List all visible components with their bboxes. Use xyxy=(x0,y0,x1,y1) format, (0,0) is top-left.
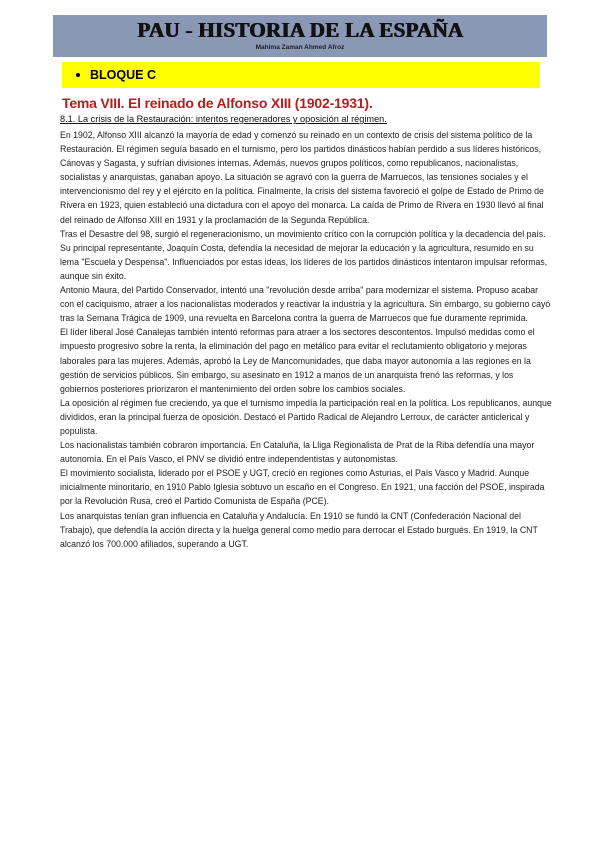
paragraph: Los nacionalistas también cobraron importancia. En Cataluña, la Lliga Regionalista de Prat de la Riba defendía una mayor autonomía. En el País Vasco, el PNV se dividió entre independentistas y autonomistas. xyxy=(60,440,535,465)
document-title: PAU - HISTORIA DE LA ESPAÑA xyxy=(136,18,464,42)
body-text xyxy=(60,128,552,551)
paragraph: La oposición al régimen fue creciendo, ya que el turnismo impedía la participación real en la política. Los republicanos, aunque divididos, eran la principal fuerza de oposición. Destacó el Partido Radical de Alejandro Lerroux, de carácter anticlerical y populista. xyxy=(60,397,552,436)
paragraph: El movimiento socialista, liderado por el PSOE y UGT, creció en regiones como Asturias, el País Vasco y Madrid. Aunque inicialmente minoritario, en 1910 Pablo Iglesia sobtuvo un escaño en el Congreso. En 1921, una facción del PSOE, inspirada por la Revolución Rusa, creó el Partido Comunista de España (PCE). xyxy=(60,468,545,507)
bloque-banner xyxy=(62,62,540,88)
author-name: Mahima Zaman Ahmed Afroz xyxy=(255,44,345,51)
paragraph: El líder liberal José Canalejas también intentó reformas para atraer a los sectores descontentos. Impulsó medidas como el impuesto progresivo sobre la renta, la eliminación del pago en metálico para evitar el reclutamiento obligatorio y mejoras laborales para las mujeres. Además, aprobó la Ley de Mancomunidades, que daba mayor autonomía a las regiones en la gestión de servicios públicos. Sin embargo, su asesinato en 1912 a manos de un anarquista frenó las reformas, y los gobiernos posteriores priorizaron el mantenimiento del orden sobre los cambios sociales. xyxy=(60,327,535,394)
paragraph: En 1902, Alfonso XIII alcanzó la mayoría de edad y comenzó su reinado en un contexto de crisis del sistema político de la Restauración. El régimen seguía basado en el turnismo, pero los partidos dinásticos habían perdido a sus líderes históricos, Cánovas y Sagasta, y sufrían divisiones internas. Además, nuevos grupos políticos, como republicanos, nacionalistas, socialistas y anarquistas, ganaban apoyo. La situación se agravó con la guerra de Marruecos, las tensiones sociales y el intervencionismo del rey y el ejército en la política. Finalmente, la crisis del sistema favoreció el golpe de Estado de Primo de Rivera en 1923, quien estableció una dictadura con el apoyo del monarca. La caída de Primo de Rivera en 1930 llevó al final del reinado de Alfonso XIII en 1931 y la proclamación de la Segunda República. xyxy=(60,130,544,225)
paragraph: Los anarquistas tenían gran influencia en Cataluña y Andalucía. En 1910 se fundó la CNT (Confederación Nacional del Trabajo), que defendía la acción directa y la huelga general como medio para derrocar el Estado burgués. En 1919, la CNT alcanzó los 700.000 afiliados, superando a UGT. xyxy=(60,510,538,549)
section-heading: 8.1. La crisis de la Restauración: intentos regeneradores y oposición al régimen. xyxy=(60,114,387,124)
bullet-icon xyxy=(76,73,80,77)
paragraph: Antonio Maura, del Partido Conservador, intentó una "revolución desde arriba" para modernizar el sistema. Propuso acabar con el caciquismo, atraer a los nacionalistas moderados y reactivar la industria y la agricultura. Sin embargo, su gobierno cayó tras la Semana Trágica de 1909, una revuelta en Barcelona contra la guerra de Marruecos que fue duramente reprimida. xyxy=(60,285,551,324)
tema-heading: Tema VIII. El reinado de Alfonso XIII (1902-1931). xyxy=(62,95,373,111)
bloque-label: BLOQUE C xyxy=(90,68,156,82)
paragraph: Tras el Desastre del 98, surgió el regeneracionismo, un movimiento crítico con la corrupción política y la decadencia del país. Su principal representante, Joaquín Costa, defendía la necesidad de mejorar la educación y la agricultura, resumido en su lema "Escuela y Despensa". Influenciados por estas ideas, los líderes de los partidos dinásticos intentaron impulsar reformas, aunque sin éxito. xyxy=(60,228,548,281)
page-header xyxy=(53,15,547,57)
